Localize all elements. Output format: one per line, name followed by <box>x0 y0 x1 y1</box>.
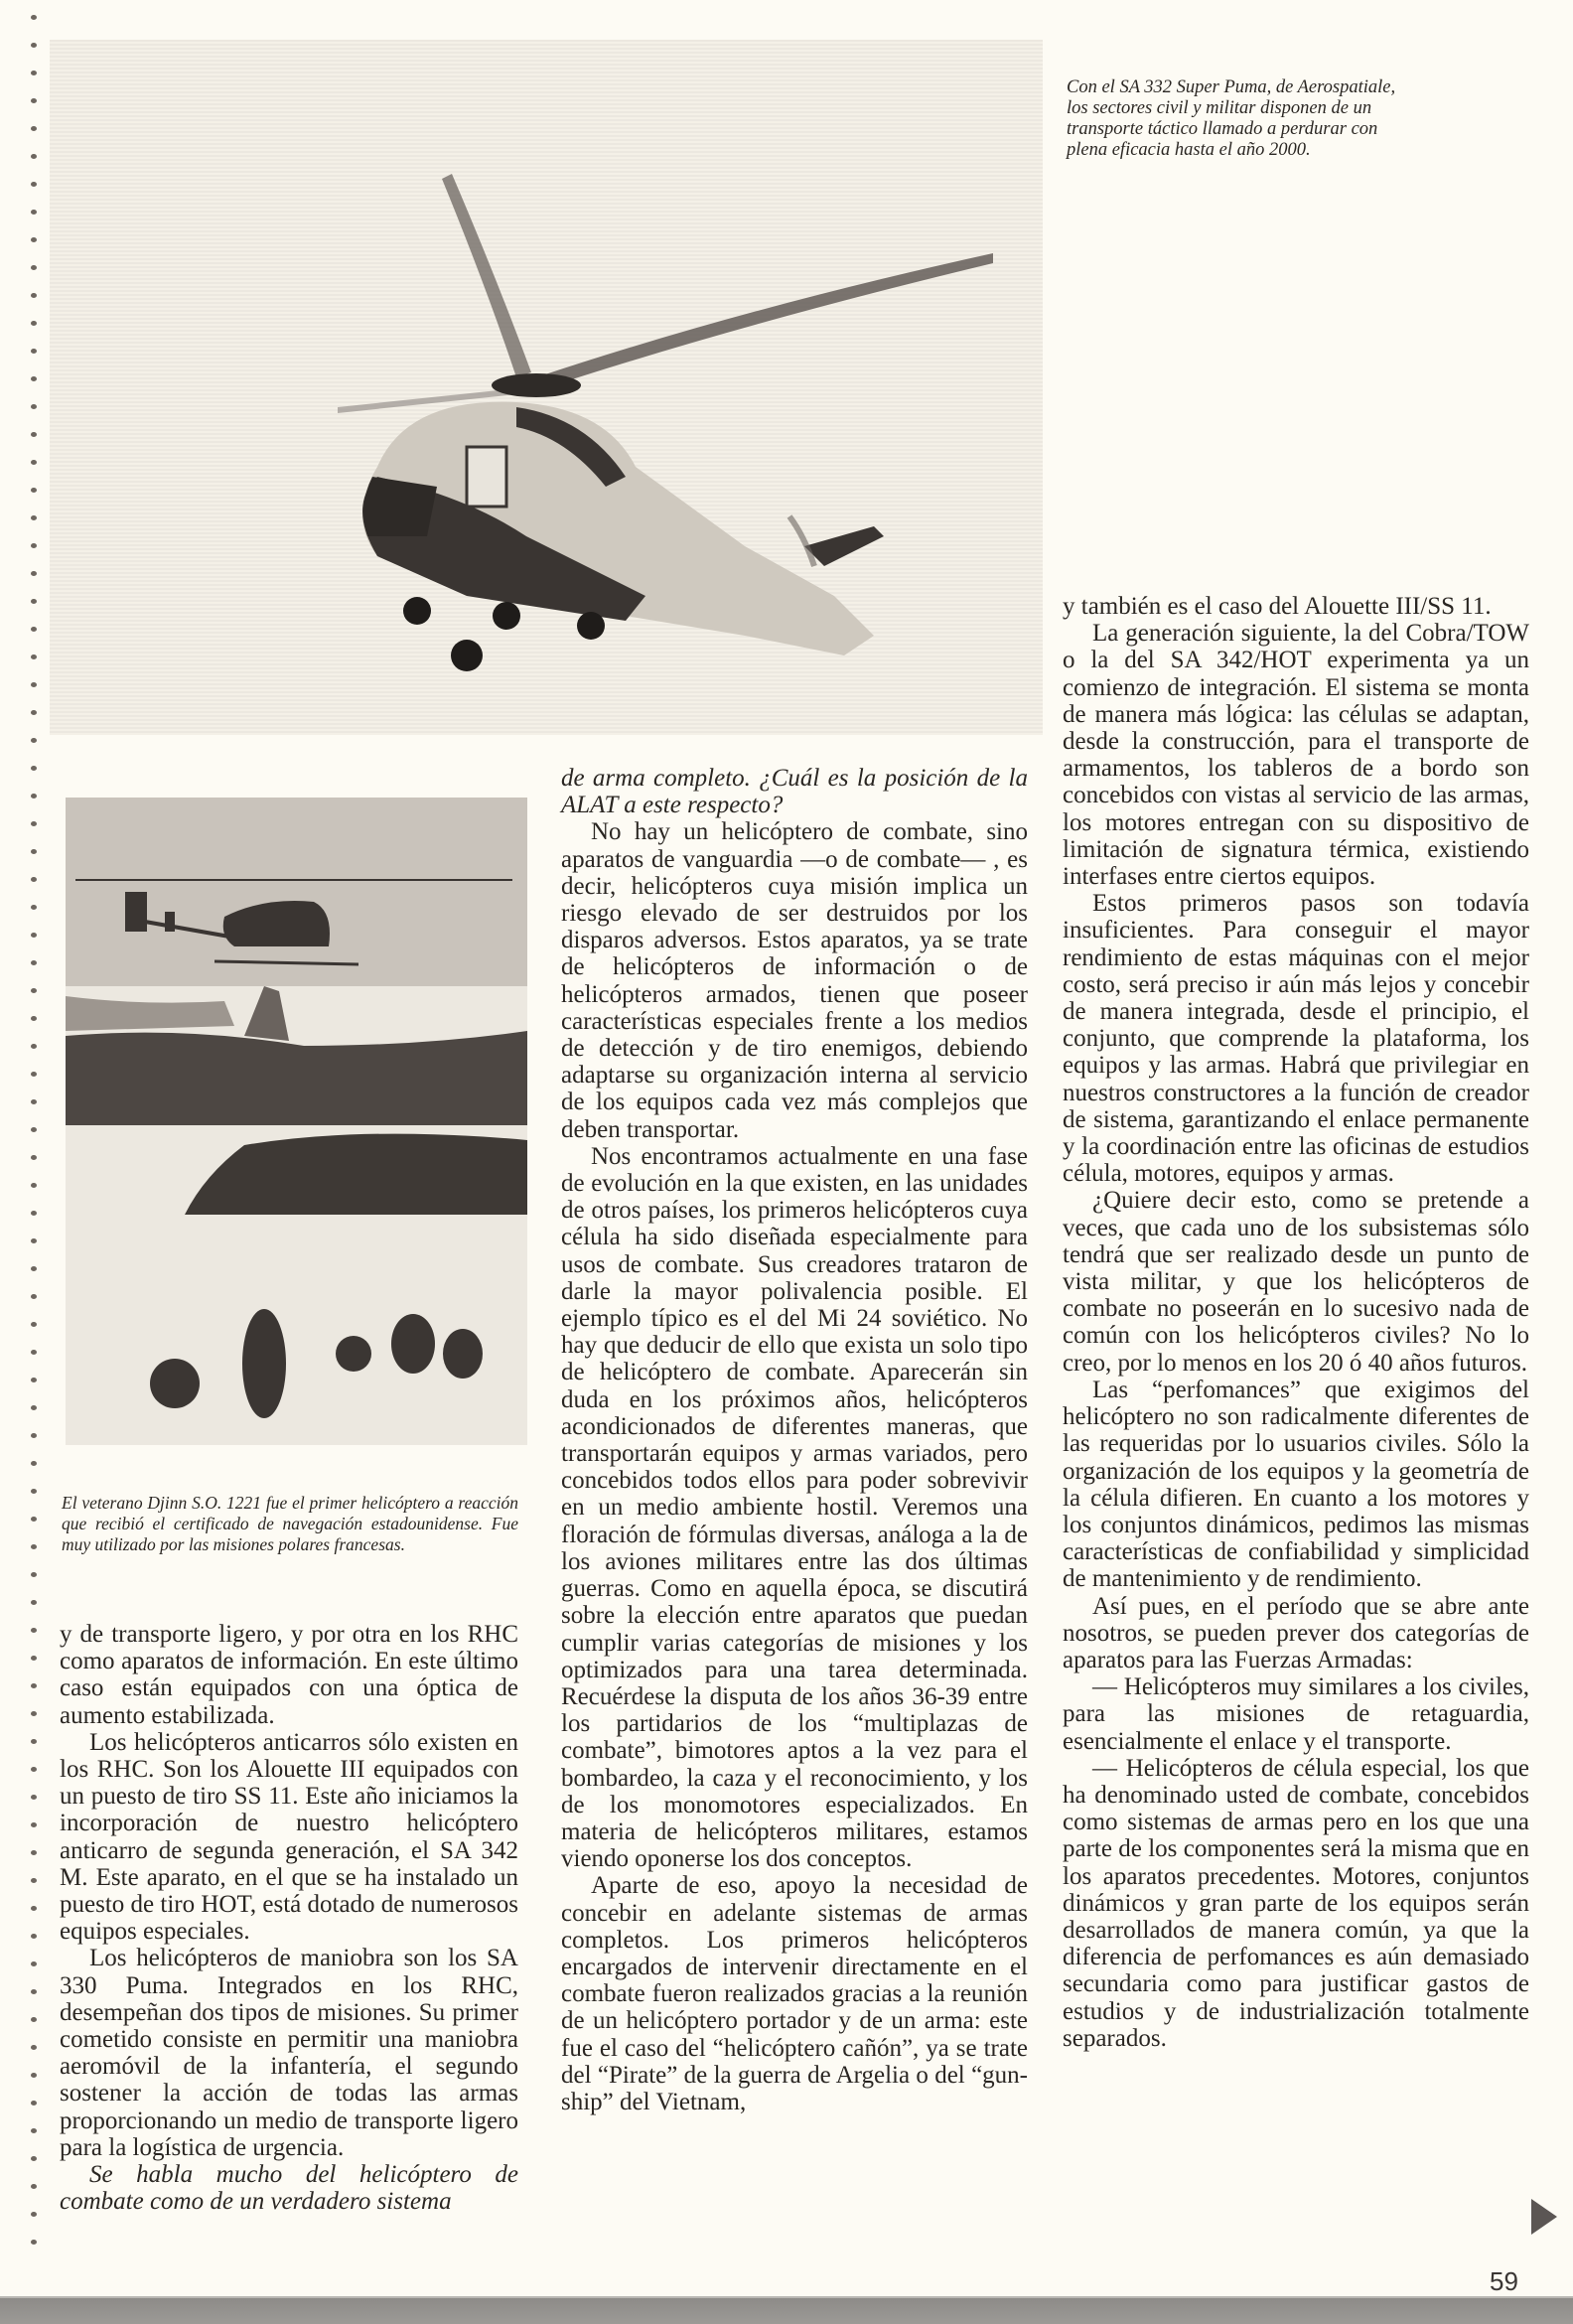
paragraph: Aparte de eso, apoyo la necesidad de concebir en adelante sistemas de armas completos. Los primeros helicópteros encargados de intervenir directamente en el combate fueron realizados gracias a la reunión de un helicóptero portador y de un arma: este fue el caso del “helicóptero cañón”, ya se trate del “Pirate” de la guerra de Argelia o del “gun-ship” del Vietnam, <box>561 1872 1028 2115</box>
paragraph: y también es el caso del Alouette III/SS 11. <box>1063 593 1492 620</box>
helicopter-illustration <box>50 40 1043 735</box>
super-puma-caption: Con el SA 332 Super Puma, de Aerospatiale, los sectores civil y militar disponen de un transporte táctico llamado a perdurar con plena eficacia hasta el año 2000. <box>1067 77 1396 160</box>
binding-hole <box>31 2184 37 2189</box>
binding-hole <box>31 933 37 938</box>
binding-hole <box>31 2045 37 2050</box>
article-column-3 <box>1063 593 1529 2052</box>
binding-hole <box>31 1822 37 1827</box>
binding-hole <box>31 1405 37 1410</box>
binding-hole <box>31 404 37 409</box>
binding-hole <box>31 1517 37 1522</box>
binding-hole <box>31 15 37 20</box>
binding-hole <box>31 627 37 632</box>
binding-hole <box>31 1850 37 1855</box>
binding-hole <box>31 1961 37 1966</box>
binding-hole <box>31 1127 37 1132</box>
spiral-binding <box>28 0 42 2254</box>
binding-hole <box>31 821 37 826</box>
binding-hole <box>31 1294 37 1299</box>
binding-hole <box>31 1099 37 1104</box>
binding-hole <box>31 43 37 48</box>
paragraph: Nos encontramos actualmente en una fase de evolución en la que existen, en las unidades de otros países, los primeros helicópteros cuya célula ha sido diseñada especialmente para usos de combate. Sus creadores trataron de darle la mayor polivalencia posible. El ejemplo típico es el del Mi 24 soviético. No hay que deducir de ello que exista un solo tipo de helicóptero de combate. Aparecerán sin duda en los próximos años, helicópteros acondicionados de diferentes maneras, que transportarán equipos y armas variados, pero concebidos todos ellos para poder sobrevivir en un medio ambiente hostil. Veremos una floración de fórmulas diversas, análoga a la de los aviones militares entre las dos últimas guerras. Como en aquella época, se discutirá sobre la elección entre aparatos que puedan cumplir varias categorías de misiones y los optimizados para una tarea determinada. Recuérdese la disputa de los años 36-39 entre los partidarios de los “multiplazas de combate”, bimotores aptos a la vez para el bombardeo, la caza y el reconocimiento, y los de los monomotores especializados. En materia de helicópteros militares, estamos viendo oponerse los dos conceptos. <box>561 1142 1028 1873</box>
binding-hole <box>31 1350 37 1355</box>
binding-hole <box>31 1989 37 1994</box>
binding-hole <box>31 154 37 159</box>
binding-hole <box>31 1322 37 1327</box>
binding-hole <box>31 1878 37 1883</box>
binding-hole <box>31 1378 37 1382</box>
scan-bottom-strip <box>0 2296 1573 2324</box>
binding-hole <box>31 1461 37 1466</box>
binding-hole <box>31 349 37 354</box>
binding-hole <box>31 766 37 771</box>
paragraph: Se habla mucho del helicóptero de combate como de un verdadero sistema <box>60 2161 518 2216</box>
paragraph: No hay un helicóptero de combate, sino aparatos de vanguardia —o de combate— , es decir, helicópteros cuya misión implica un riesgo elevado de ser destruidos por los disparos adversos. Estos aparatos, ya se trate de helicópteros de información o de helicópteros armados, tienen que poseer características especiales frente a los medios de detección y de tiro enemigos, debiendo adaptarse su organización interna al servicio de los equipos cada vez más complejos que deben transportar. <box>561 818 1028 1143</box>
binding-hole <box>31 1683 37 1688</box>
paragraph: — Helicópteros de célula especial, los que ha denominado usted de combate, concebidos como sistemas de armas pero en los que una parte de los componentes será la misma que en los aparatos precedentes. Motores, conjuntos dinámicos y gran parte de los equipos serán desarrollados de manera común, ya que la diferencia de perfomances es aún demasiado secundaria como para justificar gastos de estudios y de industrialización totalmente separados. <box>1063 1754 1529 2052</box>
binding-hole <box>31 321 37 326</box>
paragraph: Así pues, en el período que se abre ante nosotros, se pueden prever dos categorías de aparatos para las Fuerzas Armadas: <box>1063 1592 1529 1673</box>
triangle-right-icon[interactable] <box>1531 2199 1557 2235</box>
paragraph: Estos primeros pasos son todavía insuficientes. Para conseguir el mayor rendimiento de estas máquinas con el mejor costo, será preciso ir aún más lejos y concebir de manera integrada, desde el principio, el conjunto, que comprende la plataforma, los equipos y las armas. Habrá que privilegiar en nuestros constructores a la función de creador de sistema, garantizando el enlace permanente y la coordinación entre las oficinas de estudios célula, motores, equipos y armas. <box>1063 890 1529 1188</box>
binding-hole <box>31 265 37 270</box>
article-column-1 <box>60 1621 518 2215</box>
binding-hole <box>31 2156 37 2161</box>
binding-hole <box>31 182 37 187</box>
polar-scene-illustration <box>66 798 527 1445</box>
binding-hole <box>31 515 37 520</box>
article-column-2 <box>561 765 1028 2115</box>
binding-hole <box>31 599 37 604</box>
binding-hole <box>31 126 37 131</box>
binding-hole <box>31 1489 37 1494</box>
binding-hole <box>31 1600 37 1605</box>
djinn-photo <box>66 798 527 1445</box>
page-number: 59 <box>1490 2266 1518 2296</box>
binding-hole <box>31 1211 37 1216</box>
binding-hole <box>31 2128 37 2133</box>
binding-hole <box>31 2240 37 2245</box>
binding-hole <box>31 794 37 799</box>
binding-hole <box>31 1016 37 1021</box>
binding-hole <box>31 738 37 743</box>
binding-hole <box>31 1739 37 1744</box>
binding-hole <box>31 1044 37 1049</box>
binding-hole <box>31 682 37 687</box>
binding-hole <box>31 1266 37 1271</box>
binding-hole <box>31 1072 37 1077</box>
binding-hole <box>31 1711 37 1716</box>
binding-hole <box>31 960 37 965</box>
binding-hole <box>31 2212 37 2217</box>
paragraph: de arma completo. ¿Cuál es la posición de la ALAT a este respecto? <box>561 765 1028 819</box>
binding-hole <box>31 1628 37 1633</box>
binding-hole <box>31 2101 37 2106</box>
paragraph: Los helicópteros de maniobra son los SA 330 Puma. Integrados en los RHC, desempeñan dos tipos de misiones. Su primer cometido consiste en permitir una maniobra aeromóvil de la infantería, el segundo sostener la acción de todas las armas proporcionando un medio de transporte ligero para la logística de urgencia. <box>60 1945 518 2161</box>
binding-hole <box>31 905 37 910</box>
binding-hole <box>31 654 37 659</box>
binding-hole <box>31 237 37 242</box>
paragraph: y de transporte ligero, y por otra en los RHC como aparatos de información. En este último caso están equipados con una óptica de aumento estabilizada. <box>60 1621 518 1729</box>
paragraph: Las “perfomances” que exigimos del helicóptero no son radicalmente diferentes de las requeridas por lo usuarios civiles. Sólo la organización de los equipos y la geometría de la célula difieren. En cuanto a los motores y los conjuntos dinámicos, pedimos las mismas características de confiabilidad y simplicidad de mantenimiento y de rendimiento. <box>1063 1376 1529 1593</box>
binding-hole <box>31 2017 37 2022</box>
binding-hole <box>31 1155 37 1160</box>
binding-hole <box>31 1934 37 1939</box>
binding-hole <box>31 543 37 548</box>
binding-hole <box>31 1572 37 1577</box>
binding-hole <box>31 460 37 465</box>
binding-hole <box>31 877 37 882</box>
binding-hole <box>31 1795 37 1800</box>
binding-hole <box>31 488 37 493</box>
binding-hole <box>31 988 37 993</box>
djinn-caption: El veterano Djinn S.O. 1221 fue el primer helicóptero a reacción que recibió el certificado de navegación estadounidense. Fue muy utilizado por las misiones polares francesas. <box>62 1493 518 1554</box>
binding-hole <box>31 1767 37 1772</box>
binding-hole <box>31 1656 37 1661</box>
super-puma-photo <box>50 40 1043 735</box>
binding-hole <box>31 710 37 715</box>
paragraph: ¿Quiere decir esto, como se pretende a veces, que cada uno de los subsistemas sólo tendrá que ser realizado desde un punto de vista militar, y que los helicópteros de combate no poseerán en lo sucesivo nada de común con los helicópteros civiles? No lo creo, por lo menos en los 20 ó 40 años futuros. <box>1063 1187 1529 1377</box>
paragraph: — Helicópteros muy similares a los civiles, para las misiones de retaguardia, esencialmente el enlace y el transporte. <box>1063 1673 1529 1755</box>
paragraph: La generación siguiente, la del Cobra/TOW o la del SA 342/HOT experimenta ya un comienzo de integración. El sistema se monta de manera más lógica: las células se adaptan, desde la construcción, para el transporte de armamentos, los tableros de a bordo son concebidos con vistas al servicio de las armas, los motores entregan con su dispositivo de limitación de signatura térmica, existiendo interfases entre ciertos equipos. <box>1063 620 1529 891</box>
binding-hole <box>31 1906 37 1911</box>
binding-hole <box>31 1183 37 1188</box>
binding-hole <box>31 1544 37 1549</box>
binding-hole <box>31 376 37 381</box>
paragraph: Los helicópteros anticarros sólo existen en los RHC. Son los Alouette III equipados con un puesto de tiro SS 11. Este año iniciamos la incorporación de nuestro helicóptero anticarro de segunda generación, el SA 342 M. Este aparato, en el que se ha instalado un puesto de tiro HOT, está dotado de numerosos equipos especiales. <box>60 1728 518 1946</box>
binding-hole <box>31 1433 37 1438</box>
binding-hole <box>31 210 37 215</box>
binding-hole <box>31 71 37 75</box>
binding-hole <box>31 849 37 854</box>
binding-hole <box>31 1238 37 1243</box>
binding-hole <box>31 98 37 103</box>
binding-hole <box>31 293 37 298</box>
binding-hole <box>31 571 37 576</box>
binding-hole <box>31 432 37 437</box>
binding-hole <box>31 2073 37 2078</box>
